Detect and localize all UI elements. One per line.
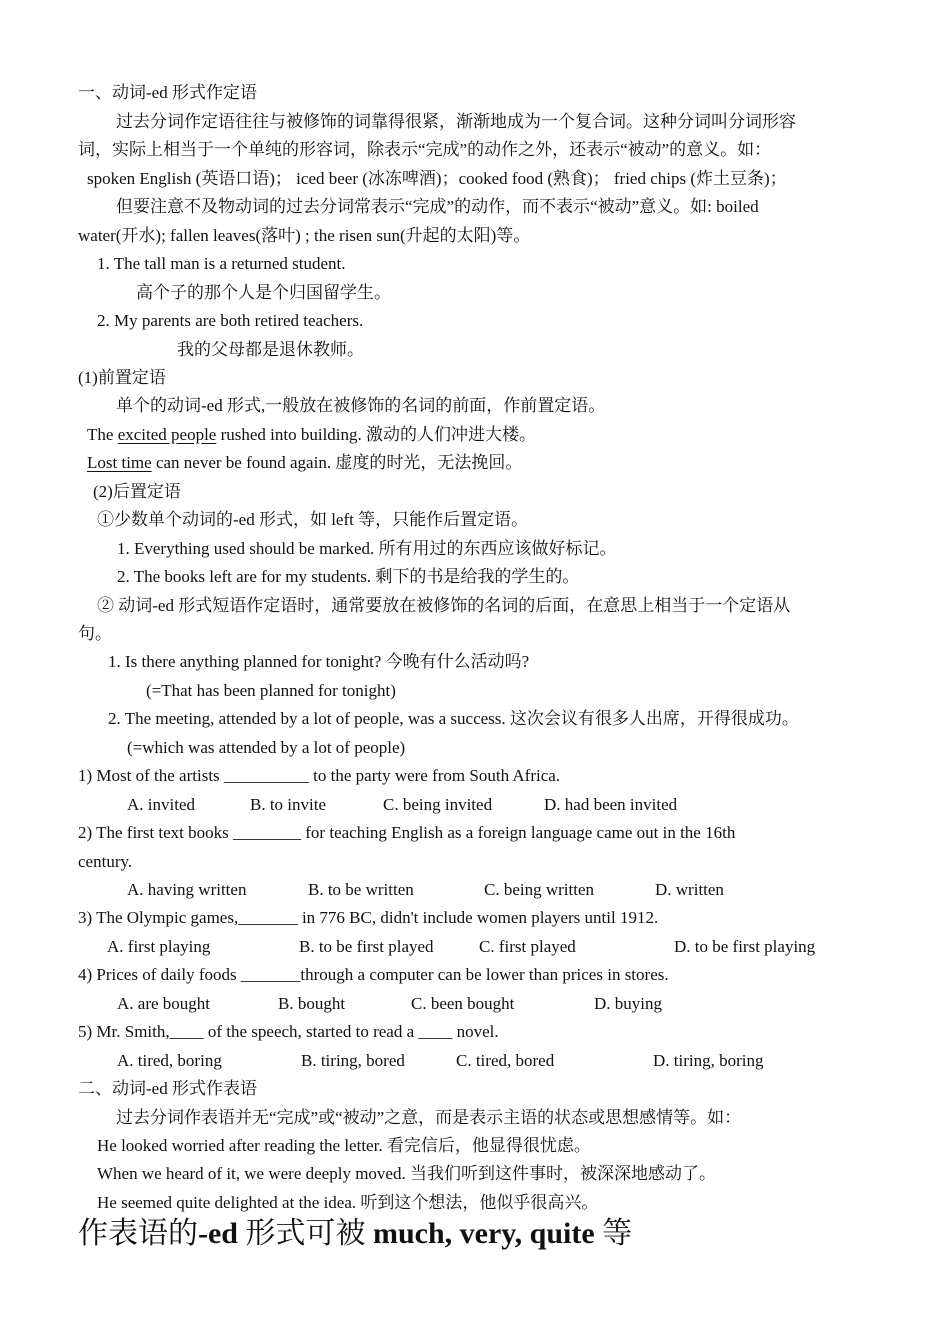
section1-heading: 一、动词-ed 形式作定语 (78, 83, 257, 102)
final-part-4: much, very, quite (373, 1217, 595, 1250)
option-c: C. being written (484, 880, 595, 899)
question-4: 4) Prices of daily foods _______through a computer can be lower than prices in stores. (78, 965, 669, 984)
example-2-english: 2. My parents are both retired teachers. (97, 311, 364, 330)
final-part-5: 等 (594, 1217, 633, 1250)
final-part-2: -ed (198, 1217, 238, 1250)
option-a: A. invited (127, 795, 195, 814)
post-rule-2-line-1: ② 动词-ed 形式短语作定语时，通常要放在被修饰的名词的后面，在意思上相当于一个定语从 (97, 596, 791, 615)
option-c: C. first played (479, 937, 576, 956)
option-c: C. tired, bored (456, 1051, 555, 1070)
option-d: D. buying (594, 994, 662, 1013)
option-b: B. tiring, bored (301, 1051, 405, 1070)
option-a: A. first playing (107, 937, 211, 956)
question-5: 5) Mr. Smith,____ of the speech, started to read a ____ novel. (78, 1022, 499, 1041)
question-2-line-2: century. (78, 852, 133, 871)
pre-example-1-start: The (87, 425, 118, 444)
option-d: D. to be first playing (674, 937, 816, 956)
option-c: C. being invited (383, 795, 493, 814)
pre-example-1-end: rushed into building. 激动的人们冲进大楼。 (216, 425, 537, 444)
final-part-1: 作表语的 (78, 1217, 198, 1250)
post-attributive-heading: (2)后置定语 (93, 482, 181, 501)
post-rule-2-example-1-note: (=That has been planned for tonight) (146, 681, 396, 700)
post-rule-1-example-2: 2. The books left are for my students. 剩下的书是给我的学生的。 (117, 567, 580, 586)
section2-heading: 二、动词-ed 形式作表语 (78, 1079, 257, 1098)
example-1-english: 1. The tall man is a returned student. (97, 254, 346, 273)
underlined-phrase: excited people (117, 425, 217, 444)
post-rule-2-example-1: 1. Is there anything planned for tonight? 今晚有什么活动吗? (108, 652, 530, 671)
option-d: D. tiring, boring (653, 1051, 764, 1070)
note-line-2: water(开水); fallen leaves(落叶) ; the risen sun(升起的太阳)等。 (78, 226, 531, 245)
section2-example-1: He looked worried after reading the letter. 看完信后，他显得很忧虑。 (97, 1136, 591, 1155)
option-b: B. bought (278, 994, 346, 1013)
final-statement (78, 1214, 880, 1254)
post-rule-1-example-1: 1. Everything used should be marked. 所有用过的东西应该做好标记。 (117, 539, 617, 558)
question-1: 1) Most of the artists __________ to the party were from South Africa. (78, 766, 561, 785)
final-part-3: 形式可被 (238, 1217, 373, 1250)
option-b: B. to be first played (299, 937, 434, 956)
example-2-chinese: 我的父母都是退休教师。 (177, 340, 364, 359)
post-rule-2-line-2: 句。 (78, 624, 112, 643)
intro-line-1: 过去分词作定语往往与被修饰的词靠得很紧，渐渐地成为一个复合词。这种分词叫分词形容 (116, 112, 796, 131)
option-b: B. to invite (250, 795, 327, 814)
post-rule-2-example-2: 2. The meeting, attended by a lot of people, was a success. 这次会议有很多人出席，开得很成功。 (108, 709, 799, 728)
option-d: D. written (655, 880, 724, 899)
section2-example-3: He seemed quite delighted at the idea. 听到这个想法，他似乎很高兴。 (97, 1193, 599, 1212)
pre-attributive-desc: 单个的动词-ed 形式,一般放在被修饰的名词的前面，作前置定语。 (116, 396, 606, 415)
question-3: 3) The Olympic games,_______ in 776 BC, didn't include women players until 1912. (78, 908, 659, 927)
example-1-chinese: 高个子的那个人是个归国留学生。 (136, 283, 391, 302)
option-b: B. to be written (308, 880, 414, 899)
question-2-line-1: 2) The first text books ________ for teaching English as a foreign language came out in the 16th (78, 823, 736, 842)
option-a: A. are bought (117, 994, 211, 1013)
pre-example-2-end: can never be found again. 虚度的时光，无法挽回。 (151, 453, 523, 472)
pre-attributive-heading: (1)前置定语 (78, 368, 166, 387)
pre-example-1 (87, 421, 880, 450)
post-rule-1: ①少数单个动词的-ed 形式，如 left 等，只能作后置定语。 (97, 510, 529, 529)
option-a: A. having written (127, 880, 247, 899)
intro-line-2: 词，实际上相当于一个单纯的形容词，除表示“完成”的动作之外，还表示“被动”的意义。如： (78, 140, 772, 159)
note-line-1: 但要注意不及物动词的过去分词常表示“完成”的动作，而不表示“被动”意义。如: boiled (116, 197, 759, 216)
underlined-phrase: Lost time (87, 453, 152, 472)
option-a: A. tired, boring (117, 1051, 222, 1070)
option-d: D. had been invited (544, 795, 678, 814)
post-rule-2-example-2-note: (=which was attended by a lot of people) (127, 738, 406, 757)
section2-example-2: When we heard of it, we were deeply moved. 当我们听到这件事时，被深深地感动了。 (97, 1164, 716, 1183)
section2-desc: 过去分词作表语并无“完成”或“被动”之意，而是表示主语的状态或思想感情等。如： (116, 1108, 742, 1127)
examples-line: spoken English (英语口语)； iced beer (冰冻啤酒)；cooked food (熟食)； fried chips (炸土豆条)； (87, 169, 787, 188)
option-c: C. been bought (411, 994, 515, 1013)
pre-example-2 (87, 449, 880, 478)
